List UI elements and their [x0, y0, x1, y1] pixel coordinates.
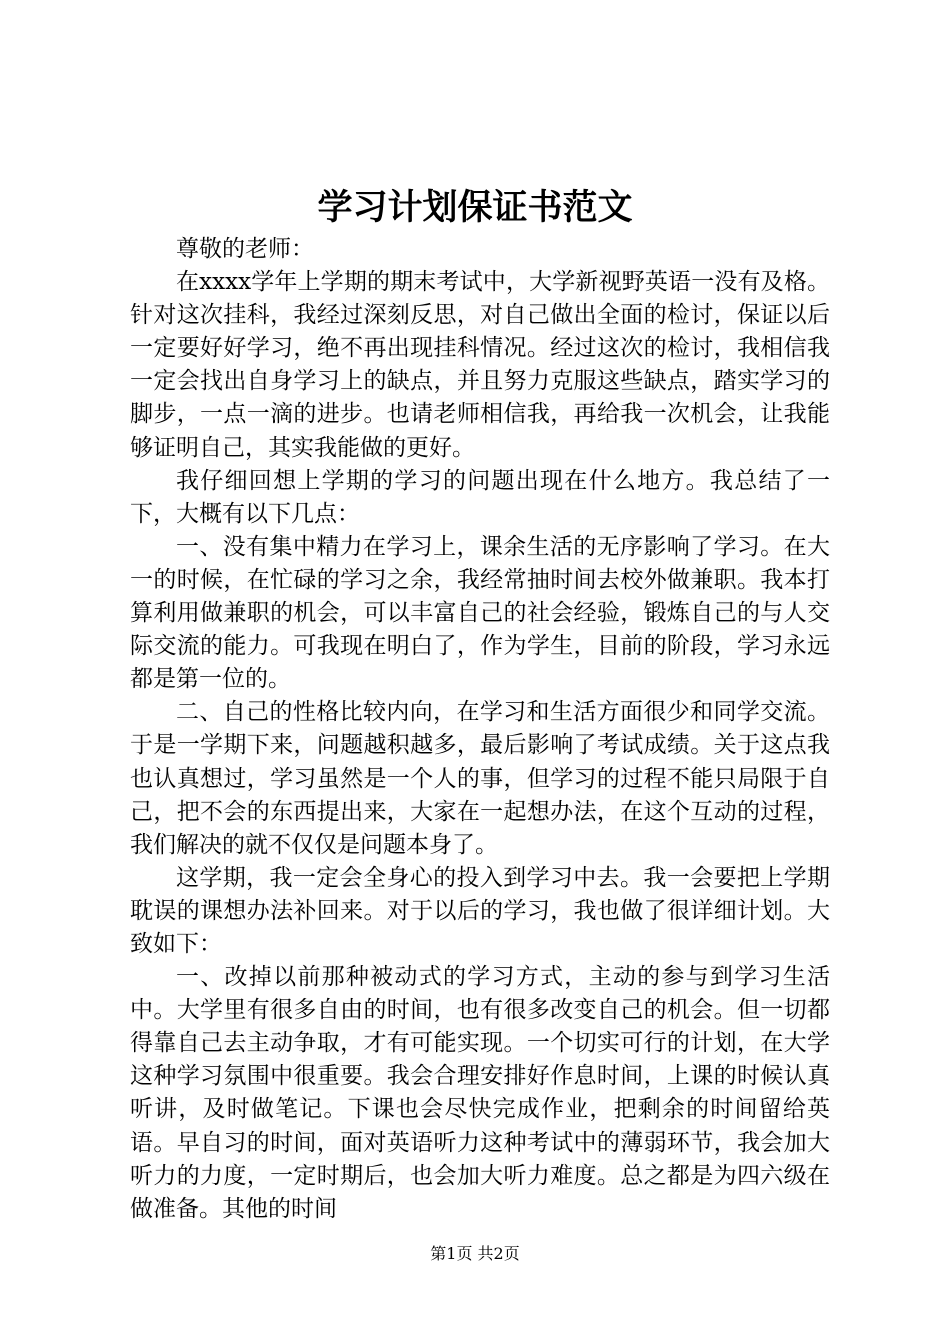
- body-paragraph: 这学期，我一定会全身心的投入到学习中去。我一会要把上学期耽误的课想办法补回来。对于以后的学习，我也做了很详细计划。大致如下：: [130, 864, 830, 957]
- document-body: [130, 233, 830, 1226]
- body-paragraph: 一、改掉以前那种被动式的学习方式，主动的参与到学习生活中。大学里有很多自由的时间，也有很多改变自己的机会。但一切都得靠自己去主动争取，才有可能实现。一个切实可行的计划，在大学这种学习氛围中很重要。我会合理安排好作息时间，上课的时候认真听讲，及时做笔记。下课也会尽快完成作业，把剩余的时间留给英语。早自习的时间，面对英语听力这种考试中的薄弱环节，我会加大听力的力度，一定时期后，也会加大听力难度。总之都是为四六级在做准备。其他的时间: [130, 964, 830, 1222]
- page-number-footer: 第1页 共2页: [430, 1244, 520, 1263]
- salutation: 尊敬的老师：: [176, 236, 314, 262]
- document-title: 学习计划保证书范文: [317, 187, 633, 228]
- body-paragraph: 二、自己的性格比较内向，在学习和生活方面很少和同学交流。于是一学期下来，问题越积越多，最后影响了考试成绩。关于这点我也认真想过，学习虽然是一个人的事，但学习的过程不能只局限于自己，把不会的东西提出来，大家在一起想办法，在这个互动的过程，我们解决的就不仅仅是问题本身了。: [130, 699, 830, 858]
- body-paragraph: 我仔细回想上学期的学习的问题出现在什么地方。我总结了一下，大概有以下几点：: [130, 467, 830, 527]
- body-paragraph: 一、没有集中精力在学习上，课余生活的无序影响了学习。在大一的时候，在忙碌的学习之余，我经常抽时间去校外做兼职。我本打算利用做兼职的机会，可以丰富自己的社会经验，锻炼自己的与人交际交流的能力。可我现在明白了，作为学生，目前的阶段，学习永远都是第一位的。: [130, 533, 830, 693]
- body-paragraph: 在xxxx学年上学期的期末考试中，大学新视野英语一没有及格。针对这次挂科，我经过深刻反思，对自己做出全面的检讨，保证以后一定要好好学习，绝不再出现挂科情况。经过这次的检讨，我相信我一定会找出自身学习上的缺点，并且努力克服这些缺点，踏实学习的脚步，一点一滴的进步。也请老师相信我，再给我一次机会，让我能够证明自己，其实我能做的更好。: [130, 269, 830, 461]
